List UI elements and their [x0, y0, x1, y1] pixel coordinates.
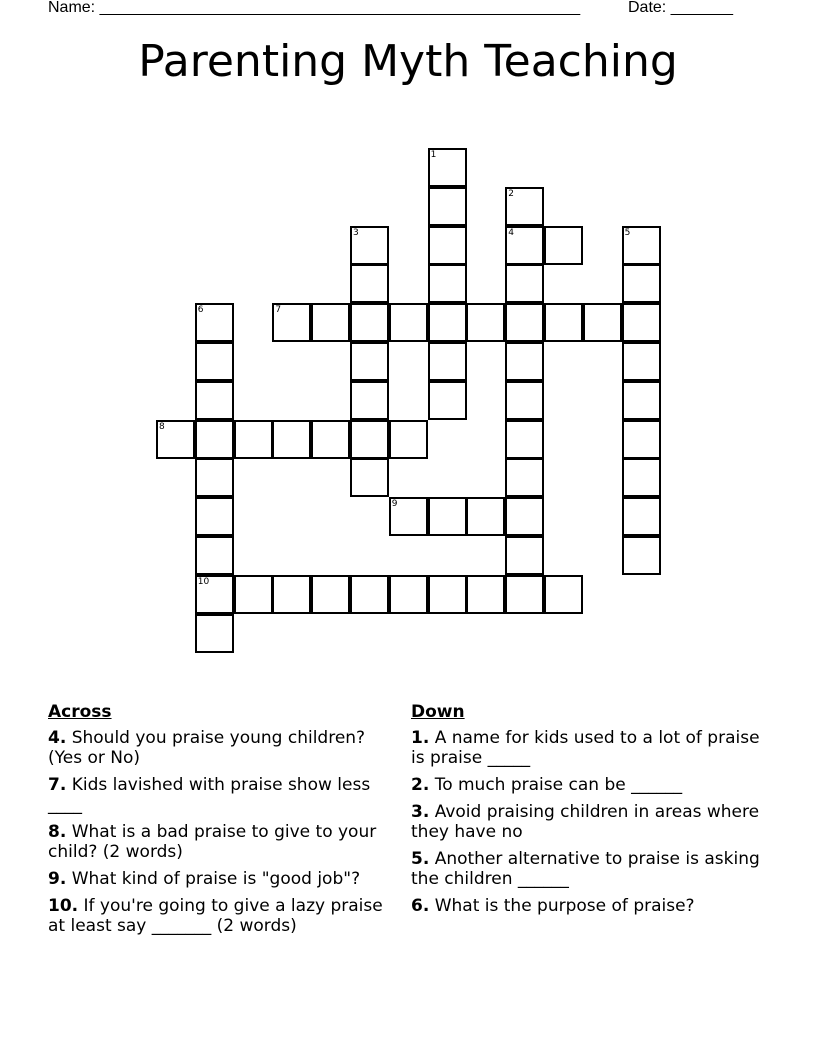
name-field-label[interactable]: Name: ______________________________________________________: [48, 0, 581, 16]
grid-cell[interactable]: [622, 226, 661, 265]
grid-cell[interactable]: [505, 226, 544, 265]
grid-cell[interactable]: [195, 575, 234, 614]
grid-cell[interactable]: [466, 497, 505, 536]
grid-cell[interactable]: [505, 187, 544, 226]
grid-cell[interactable]: [622, 342, 661, 381]
grid-cell[interactable]: [350, 575, 389, 614]
grid-cell[interactable]: [428, 264, 467, 303]
grid-cell[interactable]: [311, 303, 350, 342]
clue-number: 6.: [411, 896, 430, 916]
grid-cell[interactable]: [428, 303, 467, 342]
grid-cell[interactable]: [583, 303, 622, 342]
grid-cell[interactable]: [505, 458, 544, 497]
grid-cell[interactable]: [350, 342, 389, 381]
grid-cell[interactable]: [156, 420, 195, 459]
grid-cell[interactable]: [622, 536, 661, 575]
grid-cell[interactable]: [195, 381, 234, 420]
grid-cell[interactable]: [195, 303, 234, 342]
grid-cell[interactable]: [428, 497, 467, 536]
grid-cell[interactable]: [505, 342, 544, 381]
grid-cell[interactable]: [311, 575, 350, 614]
clue-text: What is the purpose of praise?: [429, 896, 695, 916]
clue-number: 4.: [48, 728, 67, 748]
cell-number: 2: [508, 188, 514, 199]
grid-cell[interactable]: [272, 575, 311, 614]
grid-cell[interactable]: [428, 148, 467, 187]
grid-cell[interactable]: [428, 575, 467, 614]
grid-cell[interactable]: [350, 458, 389, 497]
grid-cell[interactable]: [389, 420, 428, 459]
grid-cell[interactable]: [622, 420, 661, 459]
down-heading: Down: [411, 702, 465, 722]
grid-cell[interactable]: [195, 497, 234, 536]
grid-cell[interactable]: [466, 303, 505, 342]
grid-cell[interactable]: [389, 575, 428, 614]
across-clue: [48, 896, 398, 936]
clue-text: What kind of praise is "good job"?: [66, 869, 361, 889]
across-heading: Across: [48, 702, 112, 722]
grid-cell[interactable]: [272, 420, 311, 459]
grid-cell[interactable]: [350, 264, 389, 303]
grid-cell[interactable]: [505, 303, 544, 342]
clue-number: 1.: [411, 728, 430, 748]
date-field-label[interactable]: Date: _______: [628, 0, 733, 16]
grid-cell[interactable]: [350, 303, 389, 342]
clue-number: 2.: [411, 775, 430, 795]
grid-cell[interactable]: [234, 575, 273, 614]
across-clue: [48, 869, 398, 889]
clue-number: 9.: [48, 869, 67, 889]
grid-cell[interactable]: [505, 536, 544, 575]
grid-cell[interactable]: [389, 303, 428, 342]
across-clues: [48, 702, 398, 943]
grid-cell[interactable]: [622, 303, 661, 342]
grid-cell[interactable]: [622, 264, 661, 303]
across-clue: [48, 822, 398, 862]
down-clues: [411, 702, 761, 923]
grid-cell[interactable]: [428, 342, 467, 381]
grid-cell[interactable]: [350, 381, 389, 420]
cell-number: 6: [197, 305, 204, 316]
clue-text: What is a bad praise to give to your child? (2 words): [48, 822, 377, 862]
grid-cell[interactable]: [428, 226, 467, 265]
clue-number: 7.: [48, 775, 67, 795]
cell-number: 8: [159, 421, 165, 432]
grid-cell[interactable]: [195, 614, 234, 653]
grid-cell[interactable]: [466, 575, 505, 614]
grid-cell[interactable]: [505, 264, 544, 303]
cell-number: 9: [391, 499, 398, 510]
grid-cell[interactable]: [234, 420, 273, 459]
grid-cell[interactable]: [622, 458, 661, 497]
grid-cell[interactable]: [195, 458, 234, 497]
grid-cell[interactable]: [428, 187, 467, 226]
cell-number: 7: [275, 305, 282, 316]
grid-cell[interactable]: [622, 381, 661, 420]
cell-number: 4: [508, 227, 514, 238]
cell-number: 1: [430, 150, 437, 160]
clue-text: Avoid praising children in areas where they have no: [411, 802, 760, 842]
grid-cell[interactable]: [428, 381, 467, 420]
clue-text: Should you praise young children? (Yes or No): [48, 728, 366, 768]
page-title: Parenting Myth Teaching: [138, 36, 678, 87]
grid-cell[interactable]: [195, 342, 234, 381]
grid-cell[interactable]: [350, 420, 389, 459]
across-clue: [48, 728, 398, 768]
grid-cell[interactable]: [311, 420, 350, 459]
grid-cell[interactable]: [544, 575, 583, 614]
grid-cell[interactable]: [544, 226, 583, 265]
down-clue: [411, 775, 761, 795]
grid-cell[interactable]: [505, 497, 544, 536]
cell-number: 10: [197, 576, 210, 587]
grid-cell[interactable]: [272, 303, 311, 342]
clue-text: A name for kids used to a lot of praise is praise _____: [411, 728, 760, 768]
grid-cell[interactable]: [505, 420, 544, 459]
down-clue: [411, 802, 761, 842]
cell-number: 5: [624, 227, 631, 238]
grid-cell[interactable]: [389, 497, 428, 536]
clue-text: Kids lavished with praise show less ____: [48, 775, 371, 815]
cell-number: 3: [353, 227, 359, 238]
clue-number: 3.: [411, 802, 430, 822]
clue-number: 8.: [48, 822, 67, 842]
clue-text: To much praise can be ______: [429, 775, 683, 795]
clue-number: 5.: [411, 849, 430, 869]
grid-cell[interactable]: [622, 497, 661, 536]
down-clue: [411, 728, 761, 768]
down-clue: [411, 849, 761, 889]
grid-cell[interactable]: [505, 381, 544, 420]
grid-cell[interactable]: [544, 303, 583, 342]
grid-cell[interactable]: [505, 575, 544, 614]
grid-cell[interactable]: [195, 420, 234, 459]
clue-number: 10.: [48, 896, 79, 916]
down-clue: [411, 896, 761, 916]
across-clue: [48, 775, 398, 815]
grid-cell[interactable]: [350, 226, 389, 265]
grid-cell[interactable]: [195, 536, 234, 575]
clue-text: If you're going to give a lazy praise at least say _______ (2 words): [48, 896, 383, 936]
clue-text: Another alternative to praise is asking the children ______: [411, 849, 760, 889]
